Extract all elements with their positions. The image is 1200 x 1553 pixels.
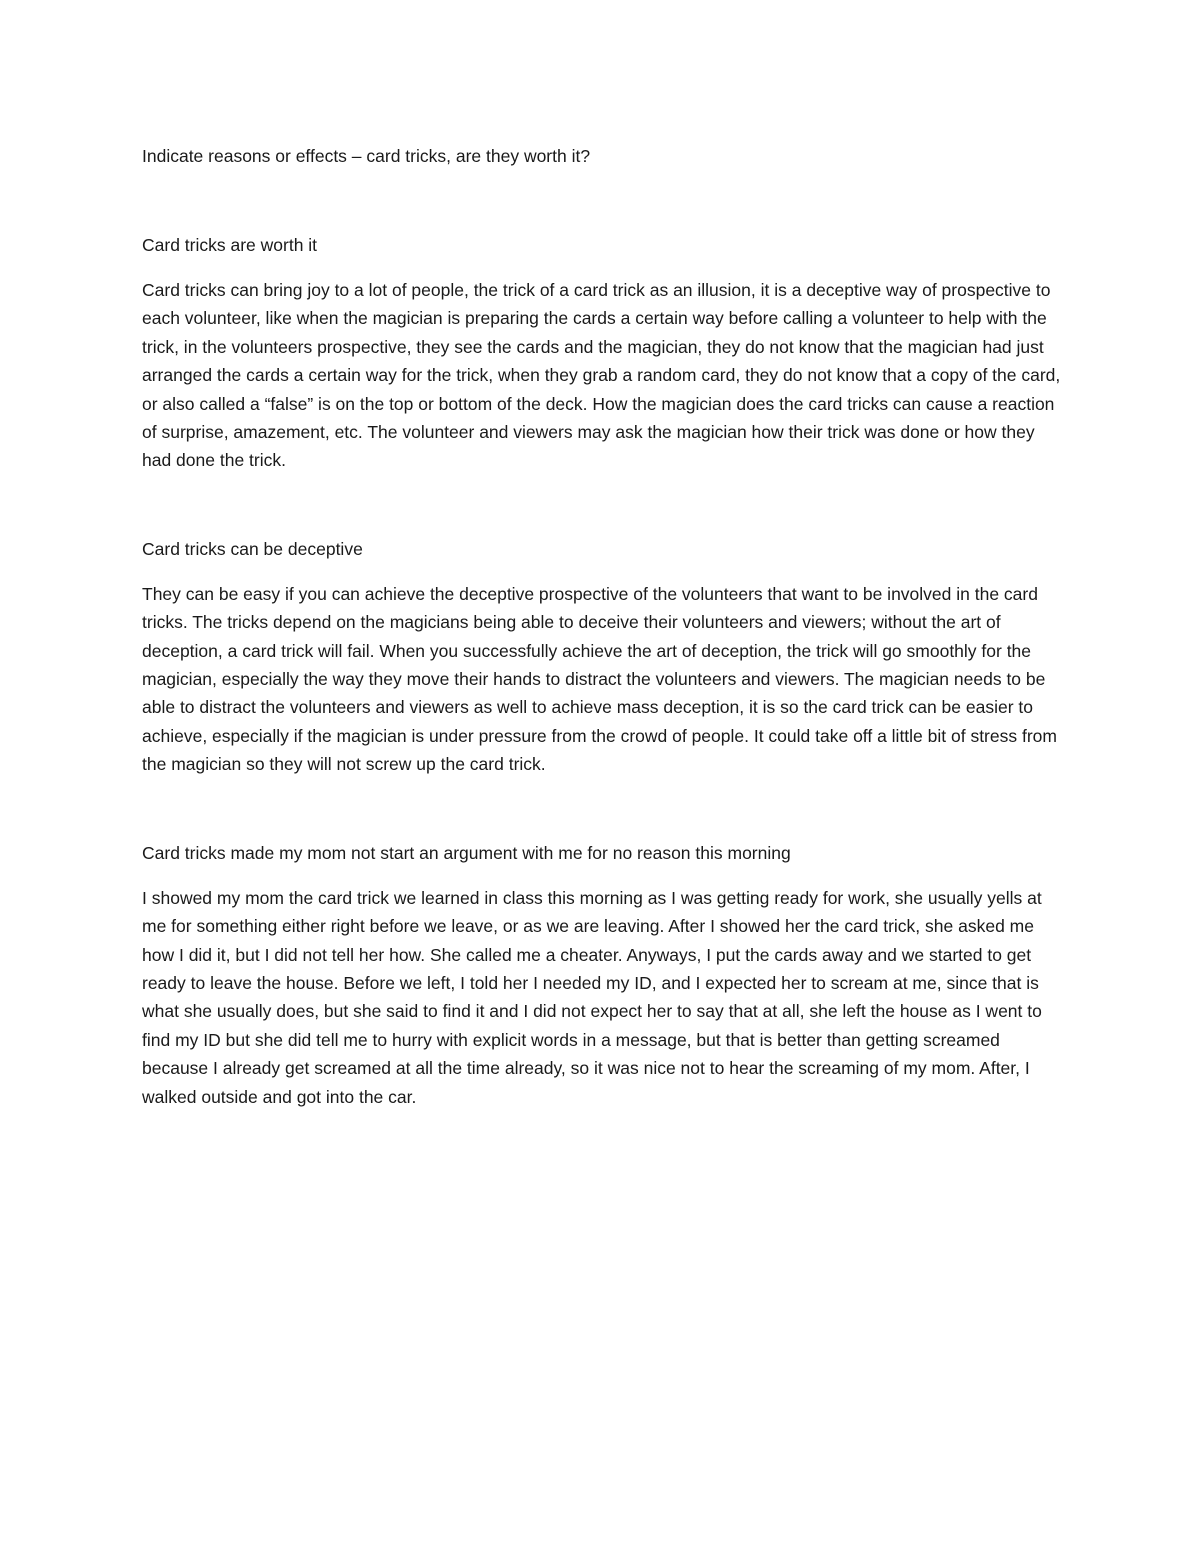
- spacer: [142, 259, 1062, 276]
- section-paragraph: I showed my mom the card trick we learned in class this morning as I was getting ready for work, she usually yells at me for something either right before we leave, or as we are leaving. After I showed her the card trick, she asked me how I did it, but I did not tell her how. She called me a cheater. Anyways, I put the cards away and we started to get ready to leave the house. Before we left, I told her I needed my ID, and I expected her to scream at me, since that is what she usually does, but she said to find it and I did not expect her to say that at all, she left the house as I went to find my ID but she did tell me to hurry with explicit words in a message, but that is better than getting screamed because I already get screamed at all the time already, so it was nice not to hear the screaming of my mom. After, I walked outside and got into the car.: [142, 887, 1042, 1107]
- section-deceptive: [142, 535, 1062, 779]
- section-worth-it: [142, 231, 1062, 475]
- spacer: [142, 475, 1062, 535]
- section-heading: Card tricks made my mom not start an argument with me for no reason this morning: [142, 842, 791, 863]
- section-heading: Card tricks can be deceptive: [142, 538, 363, 559]
- section-paragraph: They can be easy if you can achieve the deceptive prospective of the volunteers that want to be involved in the card tricks. The tricks depend on the magicians being able to deceive their volunteers and viewers; without the art of deception, a card trick will fail. When you successfully achieve the art of deception, the trick will go smoothly for the magician, especially the way they move their hands to distract the volunteers and viewers. The magician needs to be able to distract the volunteers and viewers as well to achieve mass deception, it is so the card trick can be easier to achieve, especially if the magician is under pressure from the crowd of people. It could take off a little bit of stress from the magician so they will not screw up the card trick.: [142, 583, 1057, 775]
- spacer: [142, 779, 1062, 839]
- section-paragraph: Card tricks can bring joy to a lot of people, the trick of a card trick as an illusion, it is a deceptive way of prospective to each volunteer, like when the magician is preparing the cards a certain way before calling a volunteer to help with the trick, in the volunteers prospective, they see the cards and the magician, they do not know that the magician had just arranged the cards a certain way for the trick, when they grab a random card, they do not know that a copy of the card, or also called a “false” is on the top or bottom of the deck. How the magician does the card tricks can cause a reaction of surprise, amazement, etc. The volunteer and viewers may ask the magician how their trick was done or how they had done the trick.: [142, 280, 1061, 471]
- section-heading: Card tricks are worth it: [142, 235, 318, 255]
- section-mom-argument: [142, 839, 1062, 1111]
- document-title: Indicate reasons or effects – card tricks, are they worth it?: [142, 146, 591, 166]
- spacer: [142, 867, 1062, 884]
- document-body: [142, 142, 1062, 1111]
- spacer: [142, 170, 1062, 231]
- spacer: [142, 563, 1062, 580]
